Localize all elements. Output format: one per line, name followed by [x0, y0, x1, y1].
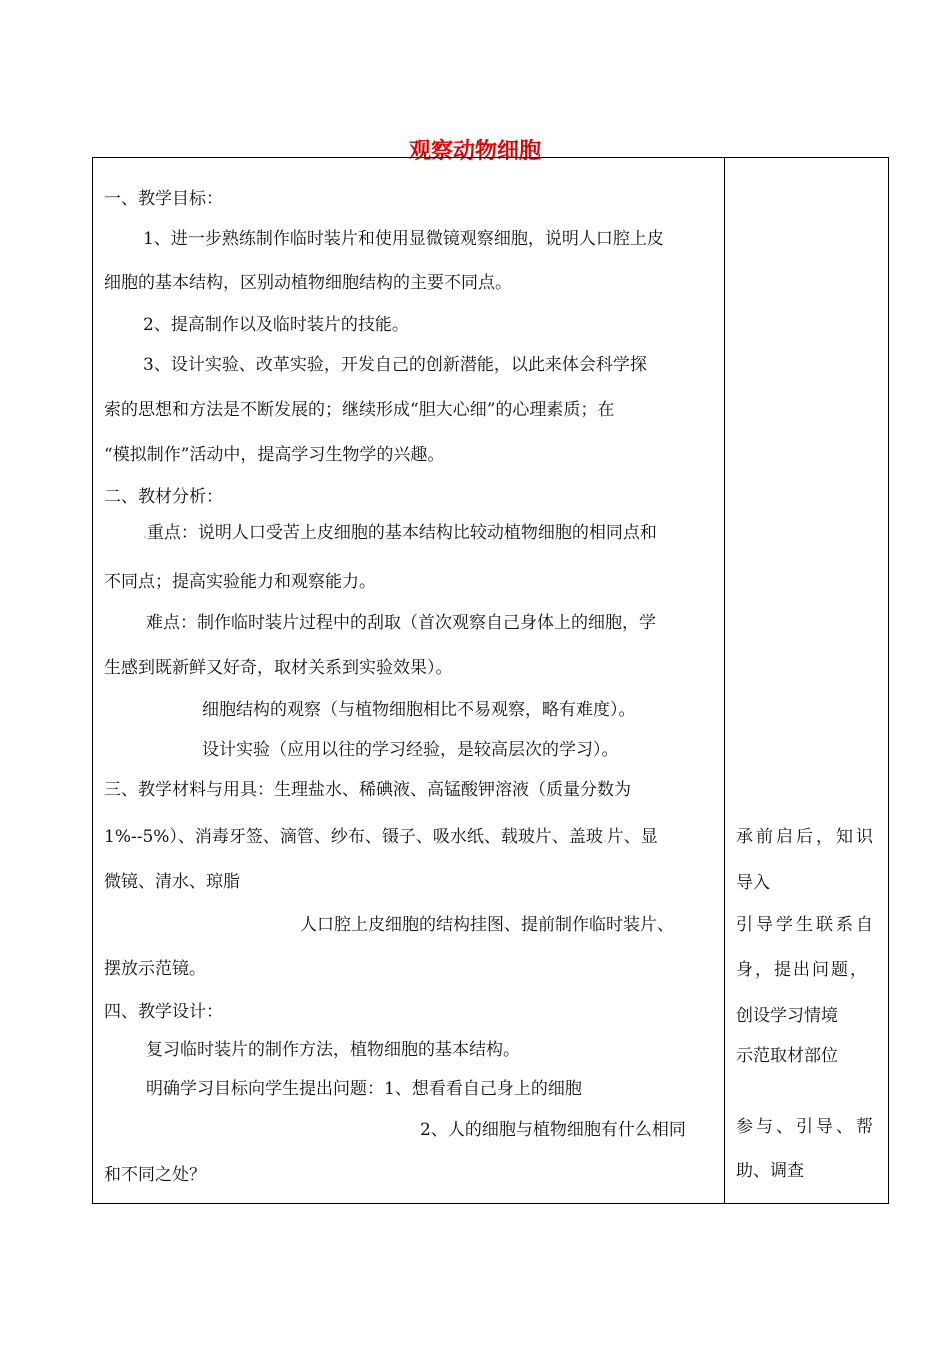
difficulty-line-4: 设计实验（应用以往的学习经验，是较高层次的学习）。 [202, 740, 619, 760]
objective-3-line-3: “模拟制作”活动中，提高学习生物学的兴趣。 [104, 445, 445, 465]
key-point-text: 重点：说明人口受苦上皮细胞的基本结构比较动植物细胞的相同点和 [146, 523, 657, 543]
design-line-1: 复习临时装片的制作方法，植物细胞的基本结构。 [146, 1040, 520, 1060]
materials-line-5: 摆放示范镜。 [104, 959, 206, 979]
objective-1-line-1: 1、进一步熟练制作临时装片和使用显微镜观察细胞，说明人口腔上皮 [143, 229, 664, 249]
edit-mark-2: . [602, 831, 607, 845]
section-heading-objectives: 一、教学目标： [104, 189, 223, 209]
note-5-line-2: 助、调查 [736, 1161, 804, 1181]
design-line-3: 2、人的细胞与植物细胞有什么相同 [420, 1120, 686, 1140]
objective-1-line-2: 细胞的基本结构，区别动植物细胞结构的主要不同点。 [104, 273, 512, 293]
note-4: 示范取材部位 [736, 1046, 838, 1066]
materials-text-b: 片、显 [606, 827, 658, 847]
difficulty-line-3: 细胞结构的观察（与植物细胞相比不易观察，略有难度）。 [202, 700, 636, 720]
materials-text-a: 1%--5%）、消毒牙签、滴管、纱布、镊子、吸水纸、载玻片、盖玻 [104, 827, 603, 847]
difficulty-line-1: 难点：制作临时装片过程中的刮取（首次观察自己身体上的细胞，学 [146, 613, 656, 633]
note-5-line-1: 参与、引导、帮 [736, 1117, 876, 1137]
note-2-line-2: 身，提出问题， [736, 960, 869, 980]
materials-line-1: 三、教学材料与用具：生理盐水、稀碘液、高锰酸钾溶液（质量分数为 [104, 780, 631, 800]
edit-mark: . [143, 527, 147, 541]
page-title: 观察动物细胞 [408, 139, 541, 164]
column-divider [724, 157, 725, 1204]
key-point-line-2: 不同点；提高实验能力和观察能力。 [104, 572, 376, 592]
note-3: 创设学习情境 [736, 1006, 838, 1026]
note-2-line-1: 引导学生联系自 [736, 915, 876, 935]
section-heading-design: 四、教学设计： [104, 1002, 223, 1022]
objective-3-line-2: 索的思想和方法是不断发展的；继续形成“胆大心细”的心理素质；在 [104, 400, 615, 420]
note-1-line-2: 导入 [736, 873, 770, 893]
objective-2: 2、提高制作以及临时装片的技能。 [143, 315, 409, 335]
materials-line-2 [104, 826, 658, 849]
difficulty-line-2: 生感到既新鲜又好奇，取材关系到实验效果）。 [104, 658, 453, 678]
design-line-2: 明确学习目标向学生提出问题：1、想看看自己身上的细胞 [146, 1079, 582, 1099]
materials-line-3: 微镜、清水、琼脂 [104, 872, 240, 892]
design-line-4: 和不同之处？ [104, 1165, 206, 1185]
objective-3-line-1: 3、设计实验、改革实验，开发自己的创新潜能，以此来体会科学探 [143, 355, 647, 375]
note-1-line-1: 承前启后，知识 [736, 827, 876, 847]
section-heading-analysis: 二、教材分析： [104, 487, 223, 507]
materials-line-4: 人口腔上皮细胞的结构挂图、提前制作临时装片、 [300, 915, 674, 935]
key-point-line-1 [143, 522, 657, 545]
